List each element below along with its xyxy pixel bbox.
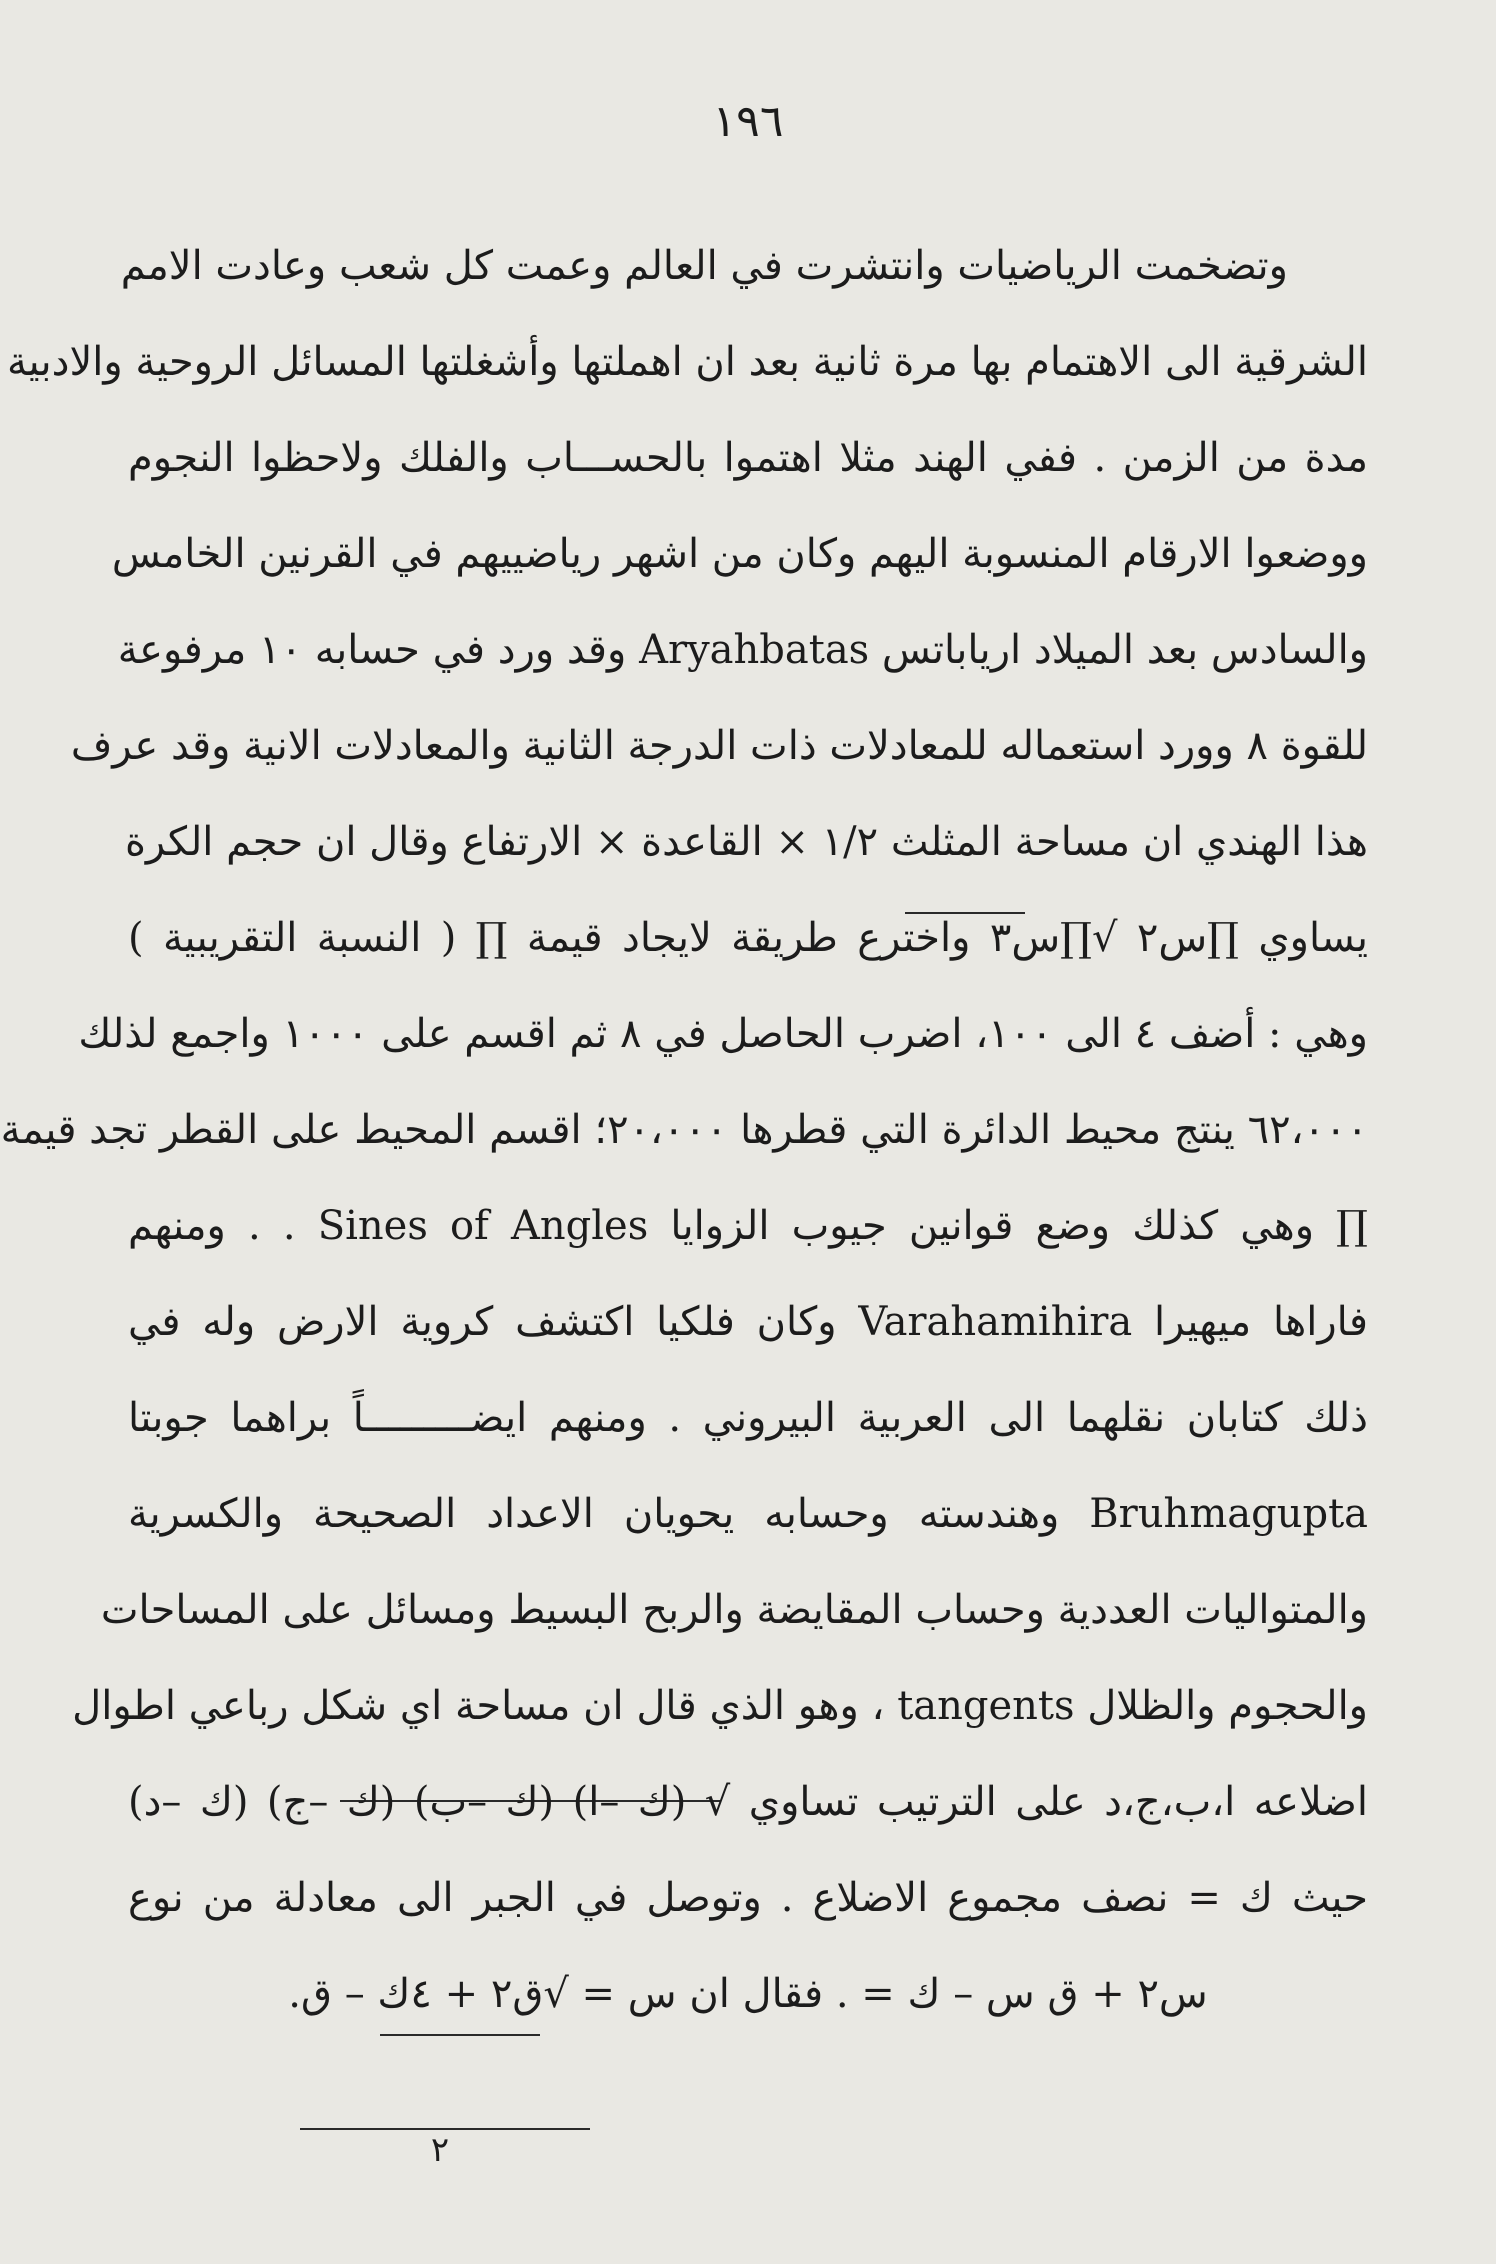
text-line: ووضعوا الارقام المنسوبة اليهم وكان من اشهر رياضييهم في القرنين الخامس	[111, 531, 1368, 577]
text-line: ∏ وهي كذلك وضع قوانين جيوب الزوايا Sines of Angles . . ومنهم	[128, 1203, 1369, 1249]
text-line: فاراها ميهيرا Varahamihira وكان فلكيا اكتشف كروية الارض وله في	[128, 1299, 1368, 1345]
text-line: هذا الهندي ان مساحة المثلث ١/٢ × القاعدة × الارتفاع وقال ان حجم الكرة	[124, 819, 1368, 865]
text-line: والسادس بعد الميلاد ارياباتس Aryahbatas وقد ورد في حسابه ١٠ مرفوعة	[117, 627, 1368, 673]
text-line: والمتواليات العددية وحساب المقايضة والربح البسيط ومسائل على المساحات	[100, 1587, 1368, 1633]
text-line: ٦٢،٠٠٠ ينتج محيط الدائرة التي قطرها ٢٠،٠٠٠؛ اقسم المحيط على القطر تجد قيمة	[0, 1107, 1368, 1153]
text-line: وهي : أضف ٤ الى ١٠٠، اضرب الحاصل في ٨ ثم اقسم على ١٠٠٠ واجمع لذلك	[78, 1011, 1368, 1057]
body-text	[0, 218, 1369, 2066]
text-line: الشرقية الى الاهتمام بها مرة ثانية بعد ان اهملتها وأشغلتها المسائل الروحية والادبية	[7, 339, 1368, 385]
text-line: يساوي ∏س٢ √∏س٣ واخترع طريقة لايجاد قيمة ∏ ( النسبة التقريبية )	[128, 915, 1368, 961]
text-line: اضلاعه ا،ب،ج،د على الترتيب تساوي √ (ك –ا) (ك –ب) (ك –ج) (ك –د)	[128, 1779, 1368, 1825]
text-line: حيث ك = نصف مجموع الاضلاع . وتوصل في الجبر الى معادلة من نوع	[128, 1875, 1368, 1921]
formula-denominator: ٢	[430, 2130, 450, 2170]
text-line: مدة من الزمن . ففي الهند مثلا اهتموا بالحســـاب والفلك ولاحظوا النجوم	[128, 435, 1368, 481]
text-line: Bruhmagupta وهندسته وحسابه يحويان الاعداد الصحيحة والكسرية	[128, 1491, 1368, 1537]
text-line: للقوة ٨ وورد استعماله للمعادلات ذات الدرجة الثانية والمعادلات الانية وقد عرف	[70, 723, 1368, 769]
quadratic-formula: س٢ + ق س – ك = . فقال ان س = √ق٢ + ٤ك – ق.	[288, 1971, 1208, 2017]
text-line: وتضخمت الرياضيات وانتشرت في العالم وعمت كل شعب وعادت الامم	[120, 243, 1288, 289]
text-line: ذلك كتابان نقلهما الى العربية البيروني . ومنهم ايضـــــــــاً براهما جوبتا	[128, 1395, 1368, 1441]
page-number: ١٩٦	[712, 96, 784, 147]
text-line: والحجوم والظلال tangents ، وهو الذي قال ان مساحة اي شكل رباعي اطوال	[72, 1683, 1368, 1729]
